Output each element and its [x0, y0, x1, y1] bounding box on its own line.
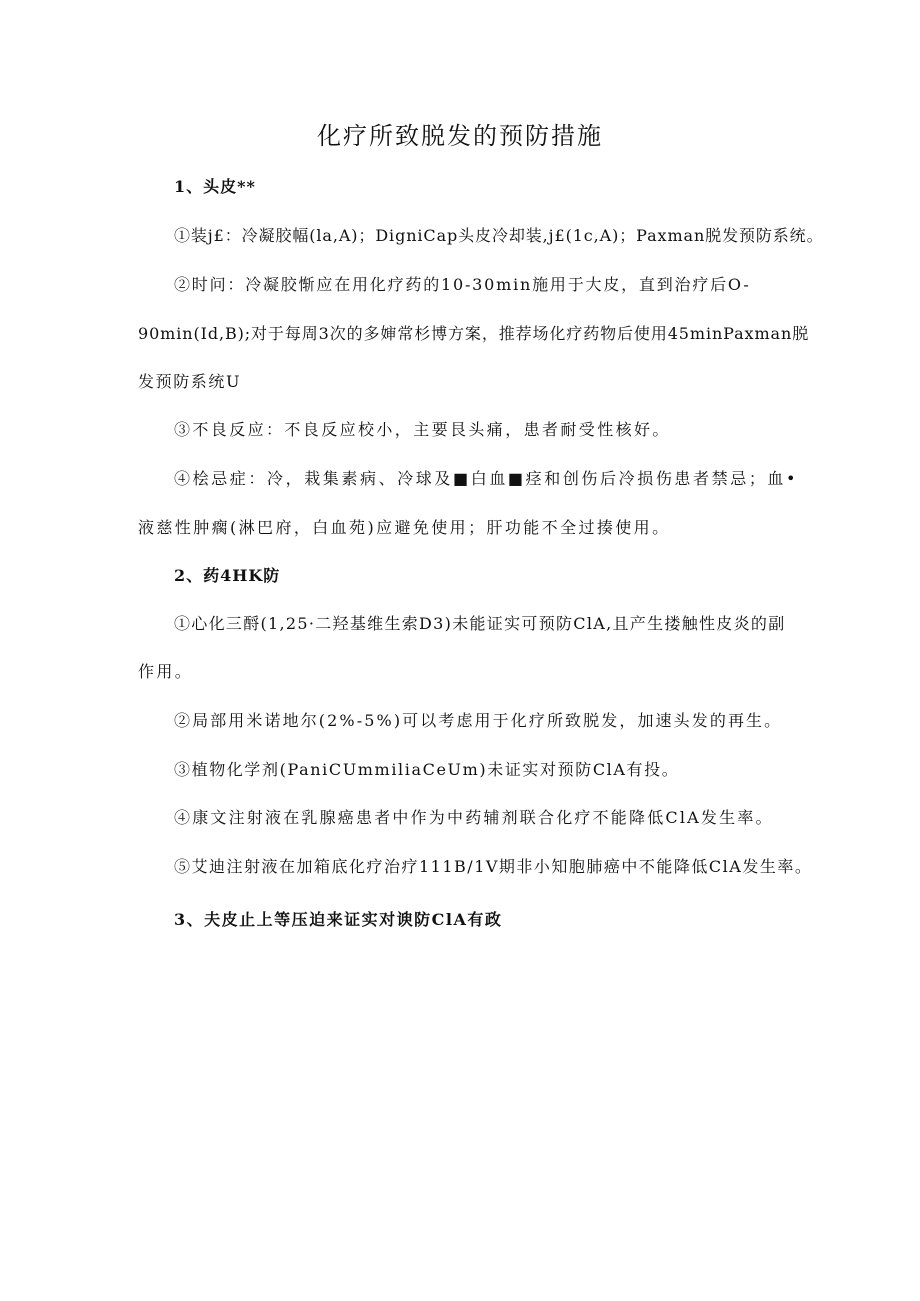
section-1-line-2: ②时问：冷凝胶惭应在用化疗药的10-30min施用于大皮，直到治疗后O- [174, 275, 751, 294]
section-2-line-1: ①心化三酹(1,25·二羟基维生索D3)未能证实可预防ClA,且产生搂触性皮炎的副 [174, 614, 786, 633]
document-title: 化疗所致脱发的预防措施 [317, 122, 603, 150]
section-2-line-4: ③植物化学剂(PaniCUmmiliaCeUm)未证实对预防ClA有投。 [174, 760, 680, 779]
section-3-heading: 3、夫皮止上等压迫来证实对谀防ClA有政 [174, 910, 503, 929]
section-2-line-2: 作用。 [138, 662, 194, 681]
section-2-line-6: ⑤艾迪注射液在加箱底化疗治疗111B/1V期非小知胞肺癌中不能降低ClA发生率。 [174, 857, 813, 876]
section-1-line-6: ④桧忌症：冷，栽集素病、冷球及■白血■痉和创伤后冷损伤患者禁忌；血• [174, 469, 799, 488]
section-2-heading: 2、药4HK防 [174, 566, 281, 585]
section-1-line-1: ①装j£：冷凝胶幅(la,A)；DigniCap头皮冷却装,j£(1c,A)；Paxman脱发预防系统。 [174, 226, 824, 245]
section-1-line-7: 液慈性肿瘸(淋巴府，白血苑)应避免使用；肝功能不全过揍使用。 [138, 518, 671, 537]
section-1-line-5: ③不良反应：不良反应校小，主要艮头痛，患者耐受性核好。 [174, 420, 671, 439]
section-2-line-5: ④康文注射液在乳腺癌患者中作为中药辅剂联合化疗不能降低ClA发生率。 [174, 808, 774, 827]
section-1-line-4: 发预防系统U [138, 372, 242, 391]
section-1-line-3: 90min(Id,B);对于每周3次的多婶常杉博方案，推荐场化疗药物后使用45minPaxman脱 [138, 324, 810, 343]
section-2-line-3: ②局部用米诺地尔(2%-5%)可以考虑用于化疗所致脱发，加速头发的再生。 [174, 711, 783, 730]
section-1-heading: 1、头皮** [174, 177, 256, 196]
